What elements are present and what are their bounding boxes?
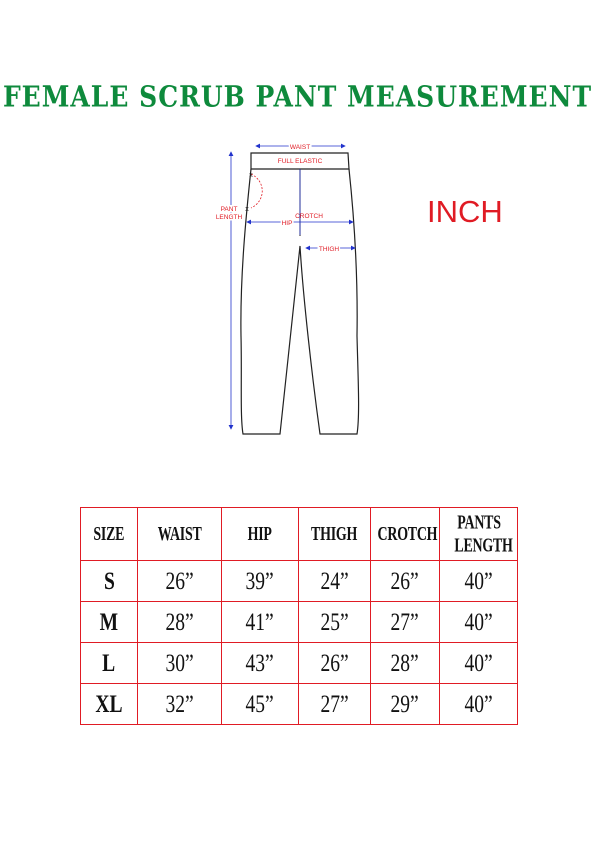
crotch-mark-bottom: x bbox=[245, 206, 249, 213]
header-size: SIZE bbox=[81, 508, 138, 561]
thigh-cell: 24” bbox=[299, 561, 371, 602]
pant-length-label-1: PANT bbox=[220, 206, 238, 213]
header-waist: WAIST bbox=[138, 508, 222, 561]
waist-cell: 30” bbox=[138, 643, 222, 684]
thigh-cell: 27” bbox=[299, 684, 371, 725]
header-pants-length: PANTS LENGTH bbox=[440, 508, 518, 561]
unit-label: INCH bbox=[427, 194, 503, 229]
header-hip: HIP bbox=[222, 508, 299, 561]
waist-cell: 26” bbox=[138, 561, 222, 602]
table-row bbox=[81, 602, 518, 643]
thigh-cell: 26” bbox=[299, 643, 371, 684]
waist-label: WAIST bbox=[289, 144, 311, 151]
thigh-label: THIGH bbox=[318, 246, 340, 253]
hip-cell: 45” bbox=[222, 684, 299, 725]
full-elastic-label: FULL ELASTIC bbox=[277, 158, 323, 165]
size-cell: S bbox=[81, 561, 138, 602]
crotch-cell: 28” bbox=[371, 643, 440, 684]
thigh-cell: 25” bbox=[299, 602, 371, 643]
crotch-cell: 29” bbox=[371, 684, 440, 725]
crotch-mark-top: x bbox=[249, 172, 253, 179]
table-row bbox=[81, 684, 518, 725]
size-cell: L bbox=[81, 643, 138, 684]
hip-cell: 39” bbox=[222, 561, 299, 602]
waist-cell: 32” bbox=[138, 684, 222, 725]
crotch-label: CROTCH bbox=[295, 213, 323, 220]
table-row bbox=[81, 643, 518, 684]
length-cell: 40” bbox=[440, 684, 518, 725]
crotch-cell: 27” bbox=[371, 602, 440, 643]
table-header-row bbox=[81, 508, 518, 561]
length-cell: 40” bbox=[440, 561, 518, 602]
pant-length-label-2: LENGTH bbox=[215, 214, 243, 221]
hip-cell: 41” bbox=[222, 602, 299, 643]
header-thigh: THIGH bbox=[299, 508, 371, 561]
crotch-curve bbox=[251, 174, 262, 208]
length-cell: 40” bbox=[440, 602, 518, 643]
hip-label: HIP bbox=[281, 220, 293, 227]
header-crotch: CROTCH bbox=[371, 508, 440, 561]
waist-cell: 28” bbox=[138, 602, 222, 643]
table-row bbox=[81, 561, 518, 602]
pant-diagram bbox=[200, 136, 400, 441]
size-cell: M bbox=[81, 602, 138, 643]
length-cell: 40” bbox=[440, 643, 518, 684]
page-title: FEMALE SCRUB PANT MEASUREMENT bbox=[2, 79, 593, 114]
size-cell: XL bbox=[81, 684, 138, 725]
crotch-cell: 26” bbox=[371, 561, 440, 602]
size-chart-table bbox=[80, 507, 518, 725]
hip-cell: 43” bbox=[222, 643, 299, 684]
